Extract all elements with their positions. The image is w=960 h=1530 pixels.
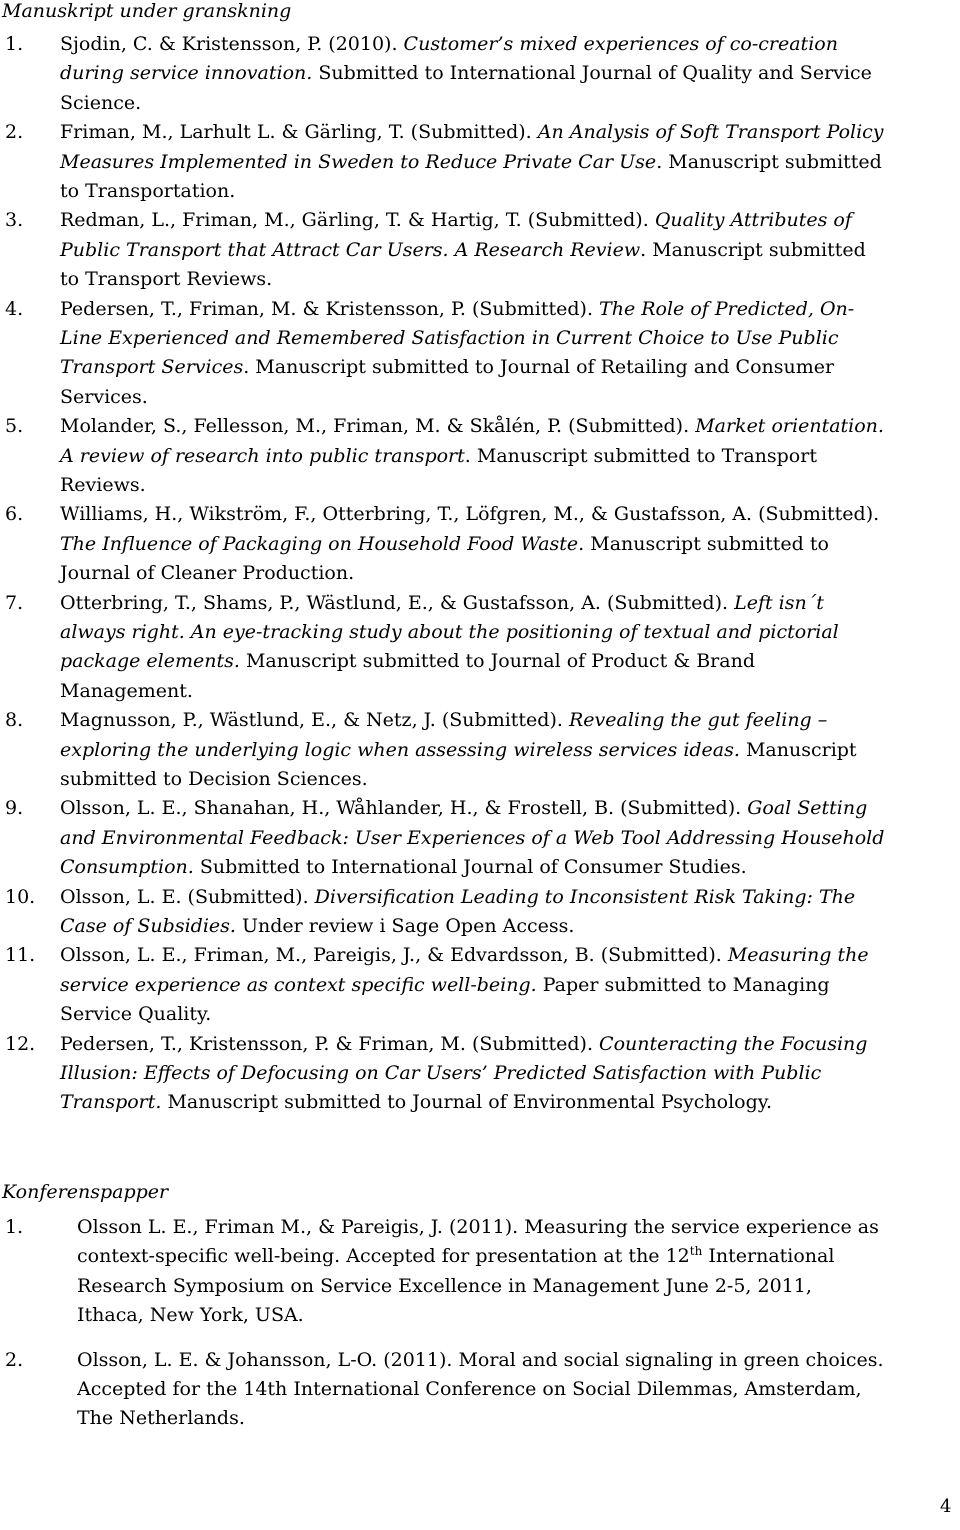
citation-text: . Manuscript submitted to xyxy=(578,532,829,555)
entry-text xyxy=(60,500,955,588)
entry-line xyxy=(60,1030,955,1059)
entry-text xyxy=(60,883,955,942)
italic-title-text: An Analysis of Soft Transport Policy xyxy=(537,121,884,144)
citation-text: Management. xyxy=(60,679,193,702)
citation-text: . Manuscript submitted xyxy=(656,150,882,173)
citation-text: Journal of Cleaner Production. xyxy=(60,562,355,585)
italic-title-text: Transport. xyxy=(60,1091,162,1114)
entry-line xyxy=(60,118,955,147)
entry-text xyxy=(60,295,955,413)
italic-title-text: Quality Attributes of xyxy=(654,209,852,232)
citation-text: to Transportation. xyxy=(60,180,236,202)
italic-title-text: Line Experienced and Remembered Satisfaction in Current Choice to Use Public xyxy=(60,327,839,349)
entry-line xyxy=(60,677,955,706)
citation-text: Redman, L., Friman, M., Gärling, T. & Hartig, T. (Submitted). xyxy=(60,209,655,232)
entry-number: 9. xyxy=(5,797,24,820)
entry-text xyxy=(60,206,955,294)
entry-line xyxy=(77,1272,955,1301)
entry-line xyxy=(60,883,955,912)
citation-text: Molander, S., Fellesson, M., Friman, M. & Skålén, P. (Submitted). xyxy=(60,415,696,438)
citation-text: Submitted to International Journal of Consumer Studies. xyxy=(193,856,747,879)
entry-line xyxy=(60,295,955,324)
italic-title-text: Public Transport that Attract Car Users. A Research Review xyxy=(60,238,641,261)
entry-line xyxy=(60,1059,955,1088)
entry-number: 4. xyxy=(5,297,24,320)
entry-line xyxy=(60,912,955,941)
citation-text: Paper submitted to Managing xyxy=(536,973,830,996)
entry-line xyxy=(60,589,955,618)
entry-number: 6. xyxy=(5,503,24,526)
citation-text: to Transport Reviews. xyxy=(60,268,273,291)
italic-title-text: Revealing the gut feeling – xyxy=(568,709,828,732)
entry-text xyxy=(60,1030,955,1118)
entry-text xyxy=(60,30,955,118)
citation-text: submitted to Decision Sciences. xyxy=(60,768,368,790)
entry-line xyxy=(60,706,955,735)
entry-line xyxy=(60,236,955,265)
entry-line xyxy=(77,1301,955,1330)
entry-number: 3. xyxy=(5,209,24,232)
italic-title-text: Market orientation. xyxy=(695,415,884,438)
entry-text xyxy=(60,412,955,500)
entry-line xyxy=(60,1000,955,1029)
entry-number: 2. xyxy=(5,121,24,144)
citation-text: Olsson, L. E., Friman, M., Pareigis, J., & Edvardsson, B. (Submitted). xyxy=(60,944,728,967)
citation-text: Science. xyxy=(60,91,142,114)
citation-text: Pedersen, T., Friman, M. & Kristensson, P. (Submitted). xyxy=(60,297,600,320)
citation-text: Service Quality. xyxy=(60,1003,212,1026)
entry-line xyxy=(60,442,955,471)
entry-text xyxy=(60,589,955,707)
citation-text: . Manuscript submitted xyxy=(640,238,866,261)
italic-title-text: Diversification Leading to Inconsistent Risk Taking: The xyxy=(314,885,856,908)
citation-text: Services. xyxy=(60,385,148,408)
entry-number: 2. xyxy=(5,1348,24,1371)
italic-title-text: during service innovation. xyxy=(60,62,313,85)
entry-line xyxy=(60,383,955,412)
italic-title-text: The Influence of Packaging on Household Food Waste xyxy=(60,532,579,555)
entry-number: 1. xyxy=(5,1216,24,1238)
entry-line xyxy=(60,971,955,1000)
entry-line xyxy=(60,177,955,206)
entry-line xyxy=(60,265,955,294)
citation-text: Magnusson, P., Wästlund, E., & Netz, J. (Submitted). xyxy=(60,709,569,732)
entry-line xyxy=(60,59,955,88)
entry-line xyxy=(60,30,955,59)
citation-text: Submitted to International Journal of Quality and Service xyxy=(312,62,872,85)
entry-line xyxy=(60,353,955,382)
entry-text xyxy=(60,941,955,1029)
italic-title-text: Illusion: Effects of Defocusing on Car Users’ Predicted Satisfaction with Public xyxy=(60,1062,822,1084)
entry-line xyxy=(60,618,955,647)
citation-text: . Manuscript submitted to Transport xyxy=(464,444,817,467)
entry-line xyxy=(77,1375,955,1404)
entry-number: 7. xyxy=(5,591,24,614)
italic-title-text: Consumption. xyxy=(60,856,194,879)
citation-text: International xyxy=(702,1245,835,1268)
citation-text: Friman, M., Larhult L. & Gärling, T. (Submitted). xyxy=(60,121,538,144)
citation-text: Olsson, L. E. (Submitted). xyxy=(60,885,315,908)
italic-title-text: Customer’s mixed experiences of co-creation xyxy=(403,33,838,55)
entry-line xyxy=(60,89,955,118)
italic-title-text: package elements. xyxy=(60,650,240,673)
conference-section-title: Konferenspapper xyxy=(2,1181,169,1203)
entry-text xyxy=(60,118,955,206)
entry-number: 12. xyxy=(5,1032,36,1055)
entry-line xyxy=(60,206,955,235)
citation-text: Olsson L. E., Friman M., & Pareigis, J. (2011). Measuring the service experience as xyxy=(77,1216,879,1238)
citation-text: Reviews. xyxy=(60,474,146,496)
italic-title-text: The Role of Predicted, On- xyxy=(599,297,855,320)
entry-line xyxy=(60,471,955,500)
entry-line xyxy=(60,1088,955,1117)
entry-line xyxy=(77,1404,955,1433)
entry-number: 11. xyxy=(5,944,36,967)
entry-number: 8. xyxy=(5,709,24,732)
italic-title-text: Measuring the xyxy=(727,944,869,967)
entry-line xyxy=(60,736,955,765)
italic-title-text: service experience as context specific well-being. xyxy=(60,973,537,996)
italic-title-text: and Environmental Feedback: User Experiences of a Web Tool Addressing Household xyxy=(60,826,885,849)
entry-text xyxy=(60,794,955,882)
citation-text: Manuscript xyxy=(739,738,857,761)
italic-title-text: Counteracting the Focusing xyxy=(599,1032,868,1055)
entry-line xyxy=(60,765,955,794)
citation-text: Sjodin, C. & Kristensson, P. (2010). xyxy=(60,33,404,55)
entry-line xyxy=(60,941,955,970)
entry-line xyxy=(60,824,955,853)
entry-line xyxy=(77,1242,955,1271)
citation-text: Manuscript submitted to Journal of Environmental Psychology. xyxy=(161,1091,773,1114)
citation-text: Manuscript submitted to Journal of Product & Brand xyxy=(239,650,755,673)
citation-text: Under review i Sage Open Access. xyxy=(235,915,575,937)
citation-text: Olsson, L. E., Shanahan, H., Wåhlander, H., & Frostell, B. (Submitted). xyxy=(60,797,748,820)
italic-title-text: always right. An eye-tracking study about the positioning of textual and pictorial xyxy=(60,621,839,643)
italic-title-text: Case of Subsidies. xyxy=(60,915,236,937)
italic-title-text: Left isn´t xyxy=(734,591,824,614)
entry-number: 1. xyxy=(5,33,24,55)
entry-text xyxy=(77,1346,955,1434)
citation-text: The Netherlands. xyxy=(77,1407,245,1430)
entry-number: 10. xyxy=(5,885,36,908)
entry-line xyxy=(60,324,955,353)
citation-text: Ithaca, New York, USA. xyxy=(77,1304,304,1327)
entry-line xyxy=(60,412,955,441)
italic-title-text: Goal Setting xyxy=(747,797,868,820)
citation-text: . Manuscript submitted to Journal of Retailing and Consumer xyxy=(243,356,835,379)
citation-text: Otterbring, T., Shams, P., Wästlund, E., & Gustafsson, A. (Submitted). xyxy=(60,591,735,614)
entry-line xyxy=(77,1213,955,1242)
entry-line xyxy=(60,530,955,559)
superscript-text: th xyxy=(689,1244,703,1259)
entry-line xyxy=(60,500,955,529)
entry-line xyxy=(60,647,955,676)
italic-title-text: Measures Implemented in Sweden to Reduce Private Car Use xyxy=(60,150,657,173)
italic-title-text: Transport Services xyxy=(60,356,244,379)
page-number: 4 xyxy=(940,1496,952,1517)
entry-number: 5. xyxy=(5,415,24,438)
citation-text: Accepted for the 14th International Conference on Social Dilemmas, Amsterdam, xyxy=(77,1378,862,1400)
citation-text: Research Symposium on Service Excellence in Management June 2-5, 2011, xyxy=(77,1274,812,1297)
italic-title-text: A review of research into public transport xyxy=(60,444,465,467)
entry-line xyxy=(60,148,955,177)
citation-text: Olsson, L. E. & Johansson, L-O. (2011). Moral and social signaling in green choices. xyxy=(77,1348,884,1371)
citation-text: Williams, H., Wikström, F., Otterbring, T., Löfgren, M., & Gustafsson, A. (Submitted). xyxy=(60,503,880,526)
italic-title-text: exploring the underlying logic when assessing wireless services ideas. xyxy=(60,738,740,761)
citation-text: Pedersen, T., Kristensson, P. & Friman, M. (Submitted). xyxy=(60,1032,600,1055)
manuscripts-section-title: Manuskript under granskning xyxy=(2,0,292,22)
entry-line xyxy=(60,794,955,823)
entry-text xyxy=(77,1213,955,1331)
entry-line xyxy=(77,1346,955,1375)
entry-line xyxy=(60,559,955,588)
citation-text: context-specific well-being. Accepted for presentation at the 12 xyxy=(77,1245,690,1268)
entry-text xyxy=(60,706,955,794)
entry-line xyxy=(60,853,955,882)
